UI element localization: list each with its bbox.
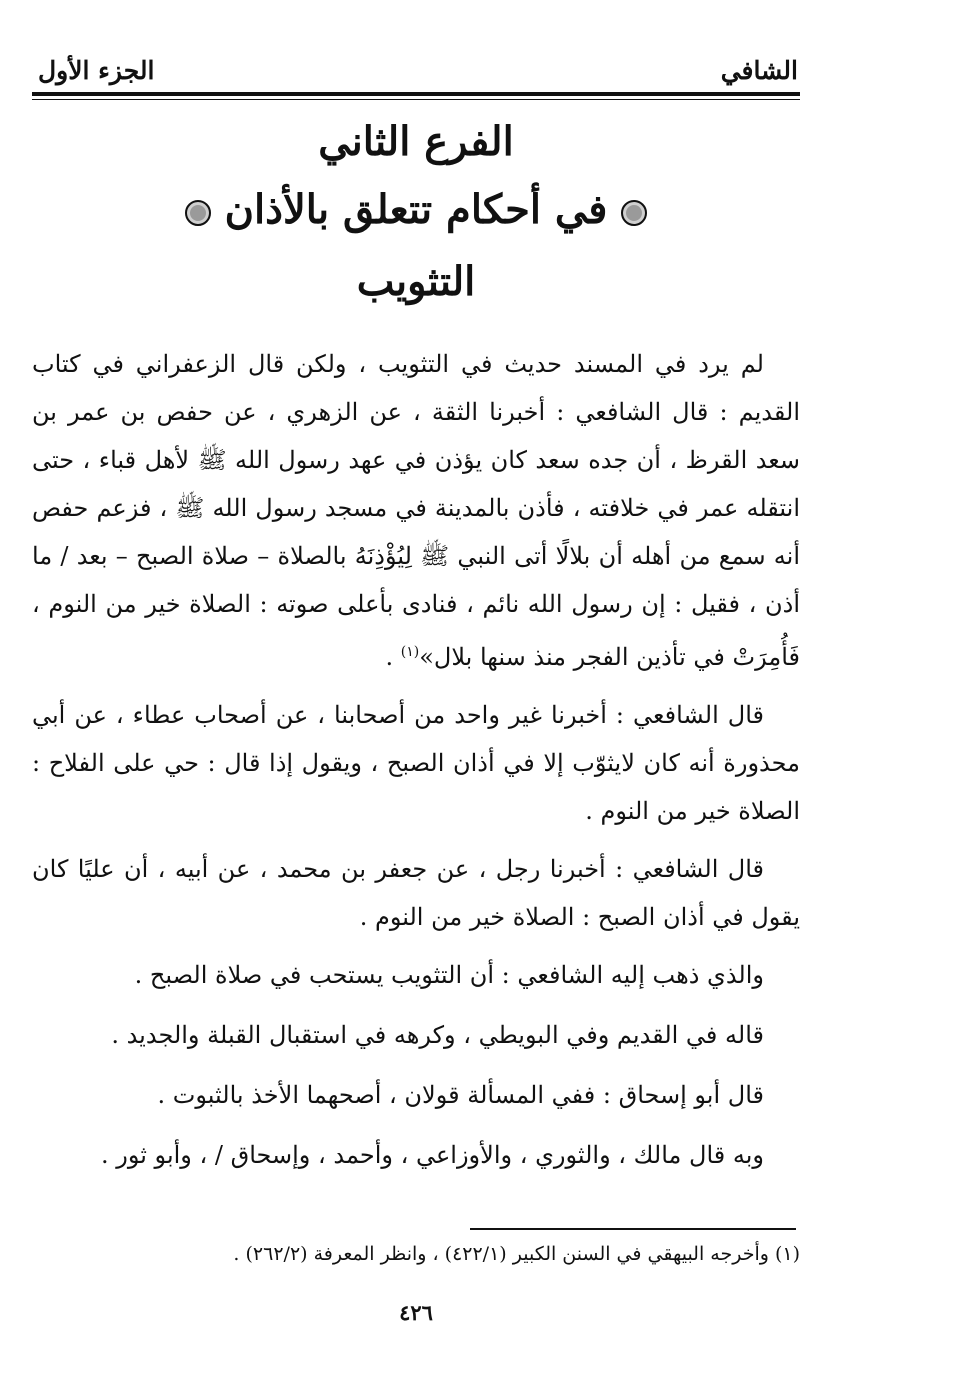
paragraph [32, 340, 800, 681]
chapter-heading-text: في أحكام تتعلق بالأذان [224, 186, 608, 233]
footnote-marker: (١) [400, 644, 420, 660]
bullet-dot-icon [185, 200, 211, 226]
topic-heading: التثويب [356, 258, 476, 305]
running-header [32, 52, 800, 92]
paragraph: قال أبو إسحاق : ففي المسألة قولان ، أصحهما الأخذ بالثبوت . [157, 1081, 764, 1109]
paragraph-text: لم يرد في المسند حديث في التثويب ، ولكن قال الزعفراني في كتاب القديم : قال الشافعي : أخبرنا الثقة ، عن الزهري ، عن حفص بن عمر بن سعد القرظ ، أن جده سعد كان يؤذن في عهد رسول الله ﷺ لأهل قباء ، حتى انتقله عمر في خلافته ، فأذن بالمدينة في مسجد رسول الله ﷺ ، فزعم حفص أنه سمع من أهله أن بلالًا أتى النبي ﷺ لِيُؤْذِنَهُ بالصلاة – صلاة الصبح – بعد / ما أذن ، فقيل : إن رسول الله نائم ، فنادى بأعلى صوته : الصلاة خير من النوم ، فَأُمِرَتْ في تأذين الفجر منذ سنها بلال» [32, 350, 800, 671]
chapter-heading [32, 186, 800, 233]
header-rule-thin [32, 99, 800, 100]
paragraph: قاله في القديم وفي البويطي ، وكرهه في استقبال القبلة والجديد . [111, 1021, 764, 1049]
paragraph: قال الشافعي : أخبرنا رجل ، عن جعفر بن محمد ، عن أبيه ، أن عليًا كان يقول في أذان الصبح : الصلاة خير من النوم . [32, 855, 800, 931]
header-volume: الجزء الأول [38, 56, 155, 85]
section-heading: الفرع الثاني [318, 118, 514, 165]
header-title: الشافي [720, 56, 798, 85]
bullet-dot-icon [621, 200, 647, 226]
footnote-rule [470, 1228, 796, 1230]
footnote: (١) وأخرجه البيهقي في السنن الكبير (٤٢٢/١) ، وانظر المعرفة (٢٦٢/٢) . [233, 1243, 800, 1265]
page-number: ٤٢٦ [399, 1300, 433, 1325]
paragraph-end: . [385, 643, 401, 671]
header-rule-thick [32, 92, 800, 96]
paragraph: والذي ذهب إليه الشافعي : أن التثويب يستحب في صلاة الصبح . [134, 961, 764, 989]
body-text [32, 340, 800, 1191]
paragraph: قال الشافعي : أخبرنا غير واحد من أصحابنا ، عن أصحاب عطاء ، عن أبي محذورة أنه كان لايثوّب إلا في أذان الصبح ، ويقول إذا قال : حي على الفلاح : الصلاة خير من النوم . [32, 701, 800, 825]
paragraph: وبه قال مالك ، والثوري ، والأوزاعي ، وأحمد ، وإسحاق / ، وأبو ثور . [100, 1141, 764, 1169]
